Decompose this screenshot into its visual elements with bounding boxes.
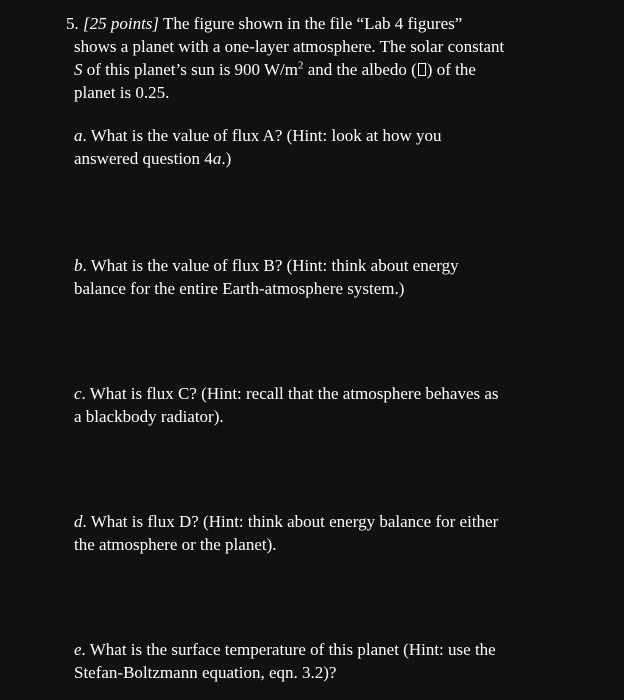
part-c [74, 382, 574, 428]
exponent: 2 [298, 59, 304, 72]
question-5-line-4: planet is 0.25. [74, 83, 170, 102]
part-a-text-2: answered question 4 [74, 149, 213, 168]
part-e-line-2: Stefan-Boltzmann equation, eqn. 3.2)? [74, 663, 337, 682]
part-a-line-1 [74, 124, 574, 147]
part-d [74, 510, 574, 556]
part-a-text-2-end: .) [221, 149, 232, 168]
part-a-text-1: . What is the value of flux A? (Hint: look at how you [82, 126, 442, 145]
question-5-line-2: shows a planet with a one-layer atmosphere. The solar constant [74, 37, 505, 56]
missing-glyph-icon [418, 63, 426, 76]
question-number: 5. [66, 14, 79, 33]
part-b-line-1 [74, 254, 574, 277]
question-5-line-3 [74, 58, 574, 81]
part-letter: a [74, 126, 83, 145]
part-a [74, 124, 574, 170]
part-letter: d [74, 512, 83, 531]
points-label: [25 points] [83, 14, 160, 33]
part-letter: b [74, 256, 83, 275]
solar-constant-symbol: S [74, 60, 83, 79]
part-e-text-1: . What is the surface temperature of this planet (Hint: use the [81, 640, 496, 659]
part-c-line-2: a blackbody radiator). [74, 407, 224, 426]
question-5-text-3a: of this planet’s sun is 900 W/m [82, 60, 298, 79]
part-c-text-1: . What is flux C? (Hint: recall that the atmosphere behaves as [81, 384, 499, 403]
part-a-line-2 [74, 147, 574, 170]
part-d-text-1: . What is flux D? (Hint: think about energy balance for either [82, 512, 499, 531]
question-5 [66, 12, 574, 104]
part-letter: e [74, 640, 82, 659]
part-e-line-1 [74, 638, 574, 661]
part-letter: c [74, 384, 82, 403]
part-d-line-1 [74, 510, 574, 533]
question-5-text-3c: ) of the [426, 60, 476, 79]
part-b [74, 254, 574, 300]
question-5-text-1: The figure shown in the file “Lab 4 figures” [159, 14, 463, 33]
part-b-line-2: balance for the entire Earth-atmosphere system.) [74, 279, 405, 298]
part-c-line-1 [74, 382, 574, 405]
part-b-text-1: . What is the value of flux B? (Hint: think about energy [82, 256, 459, 275]
part-e [74, 638, 574, 684]
part-a-ref: a [212, 149, 222, 168]
part-d-line-2: the atmosphere or the planet). [74, 535, 277, 554]
question-5-text-3b: and the albedo ( [303, 60, 417, 79]
question-5-line-1 [66, 12, 574, 35]
